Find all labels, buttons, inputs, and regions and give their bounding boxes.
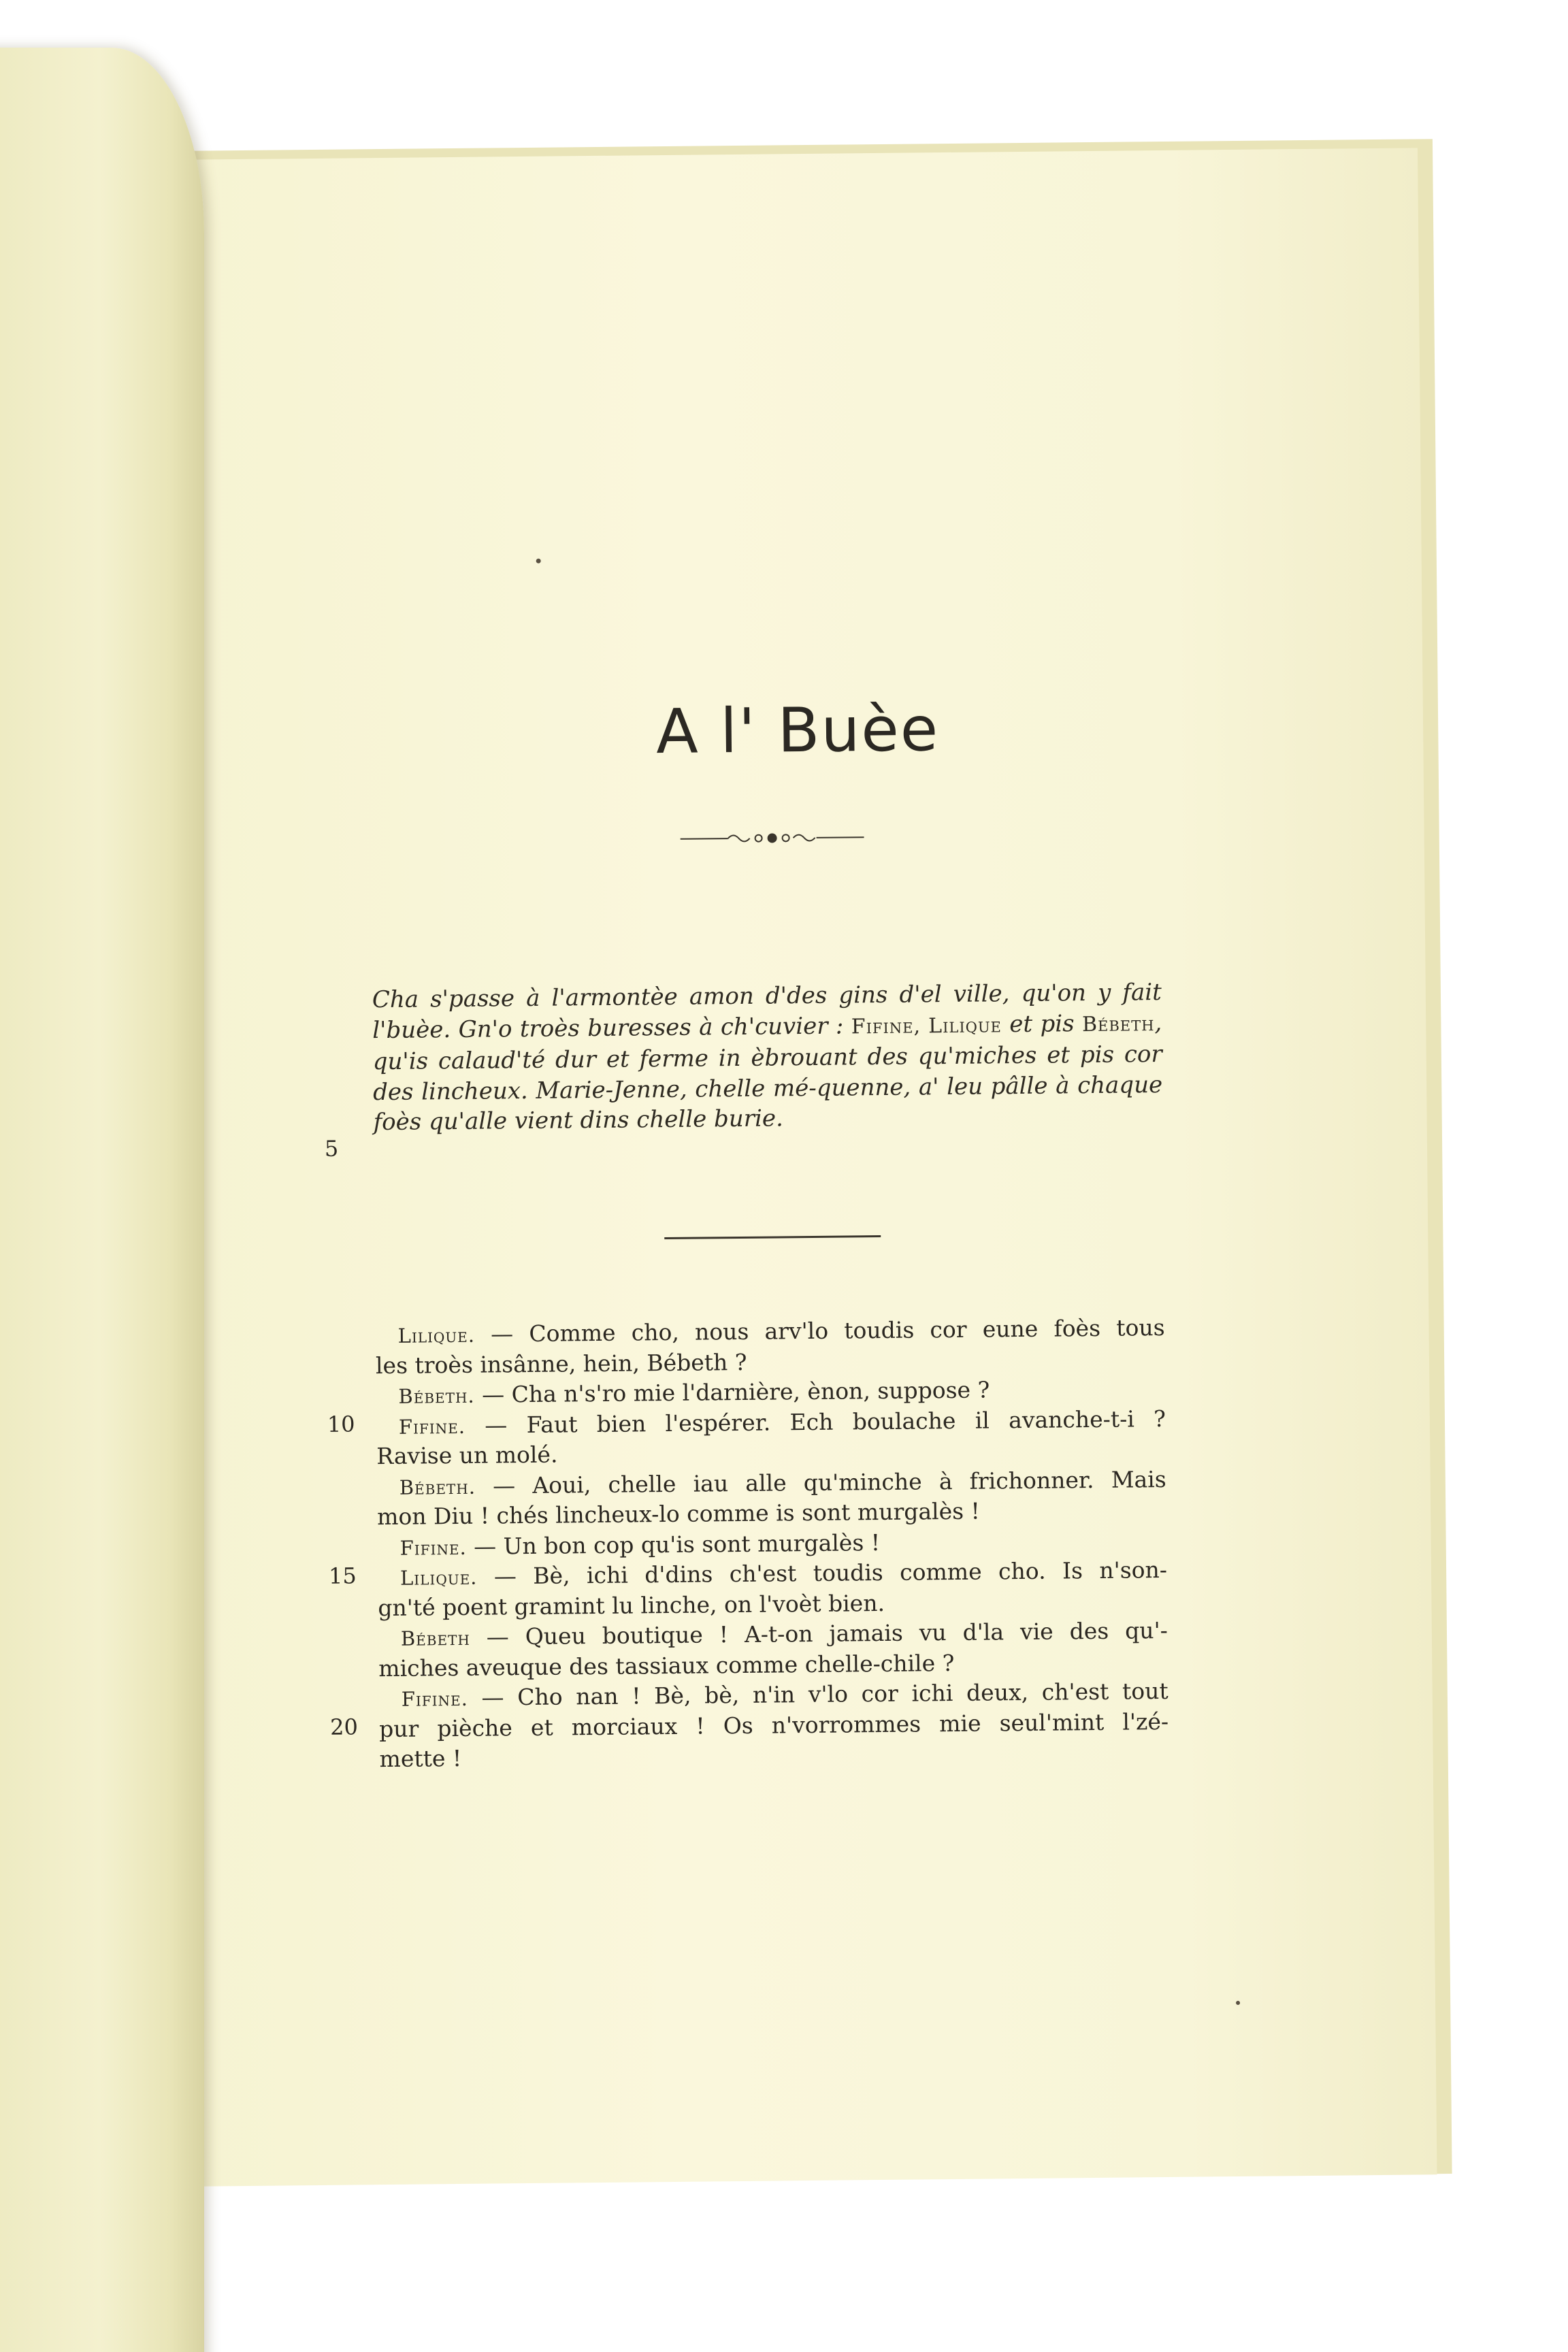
stage-direction-text: , qu'is calaud'té dur et ferme in èbrouant des qu'miches et pis cor des lincheux. Marie-Jenne, chelle mé-quenne, a' leu pâlle à chaque foès qu'alle vient dins chelle burie. <box>372 1009 1163 1137</box>
speaker-name: Bébeth. <box>398 1384 475 1408</box>
dialogue-text: — Faut bien l'espérer. Ech boulache il avanche-t-i ? <box>465 1405 1166 1439</box>
dialogue-text: les troès insânne, hein, Bébeth ? <box>375 1348 747 1379</box>
dialogue-text: — Bè, ichi d'dins ch'est toudis comme cho. Is n'son- <box>477 1556 1168 1590</box>
dialogue-text: — Comme cho, nous arv'lo toudis cor eune foès tous <box>474 1314 1165 1348</box>
line-number: 5 <box>324 1135 339 1162</box>
page-title: A l' Buèe <box>655 693 940 768</box>
stage-direction-text: et pis <box>1001 1009 1083 1038</box>
line-number: 20 <box>329 1714 359 1740</box>
dialogue-text: — Queu boutique ! A-t-on jamais vu d'la vie des qu'- <box>470 1616 1168 1650</box>
character-name: Fifine <box>851 1014 914 1039</box>
stage-direction-text: Cha s'passe à l'armontèe amon d'des gins d'el ville, qu'on y fait l'buèe. Gn'o troès buresses à ch'cuvier : <box>372 979 1162 1044</box>
speaker-name: Bébeth. <box>399 1475 476 1499</box>
speaker-name: Lilique. <box>397 1323 476 1348</box>
dialogue-text: — Cho nan ! Bè, bè, n'in v'lo cor ichi deux, ch'est tout <box>468 1677 1169 1711</box>
speaker-name: Fifine. <box>399 1535 467 1560</box>
dialogue <box>375 1313 1169 1775</box>
character-name: Lilique <box>928 1013 1002 1038</box>
dialogue-text: gn'té poent gramint lu linche, on l'voèt bien. <box>378 1589 885 1621</box>
paper-speck <box>1236 2001 1240 2005</box>
speaker-name: Lilique. <box>399 1565 478 1590</box>
paper-speck <box>536 559 541 564</box>
dialogue-text: — Un bon cop qu'is sont murgalès ! <box>466 1529 881 1560</box>
dialogue-text: mon Diu ! chés lincheux-lo comme is sont murgalès ! <box>376 1497 981 1531</box>
separator: , <box>913 1013 929 1039</box>
speaker-name: Fifine. <box>398 1414 466 1439</box>
dialogue-text: mette ! <box>379 1744 462 1773</box>
line-number: 10 <box>327 1411 355 1437</box>
character-name: Bébeth <box>1081 1011 1155 1036</box>
dialogue-text: — Cha n's'ro mie l'darnière, ènon, suppose ? <box>474 1376 990 1408</box>
dialogue-text: miches aveuque des tassiaux comme chelle-chile ? <box>378 1649 955 1682</box>
dialogue-text: Ravise un molé. <box>376 1441 558 1470</box>
dialogue-text: pur pièche et morciaux ! Os n'vorrommes mie seul'mint l'zé- <box>378 1708 1169 1742</box>
speaker-name: Fifine. <box>401 1686 469 1711</box>
line-number: 15 <box>328 1563 357 1589</box>
right-page <box>167 148 1437 2187</box>
stage-direction <box>372 977 1163 1138</box>
ornament-divider <box>680 827 864 849</box>
section-rule <box>664 1235 881 1239</box>
dialogue-text: — Aoui, chelle iau alle qu'minche à frichonner. Mais <box>475 1465 1166 1499</box>
left-page-curl <box>0 48 204 2352</box>
speaker-name: Bébeth <box>400 1626 471 1650</box>
